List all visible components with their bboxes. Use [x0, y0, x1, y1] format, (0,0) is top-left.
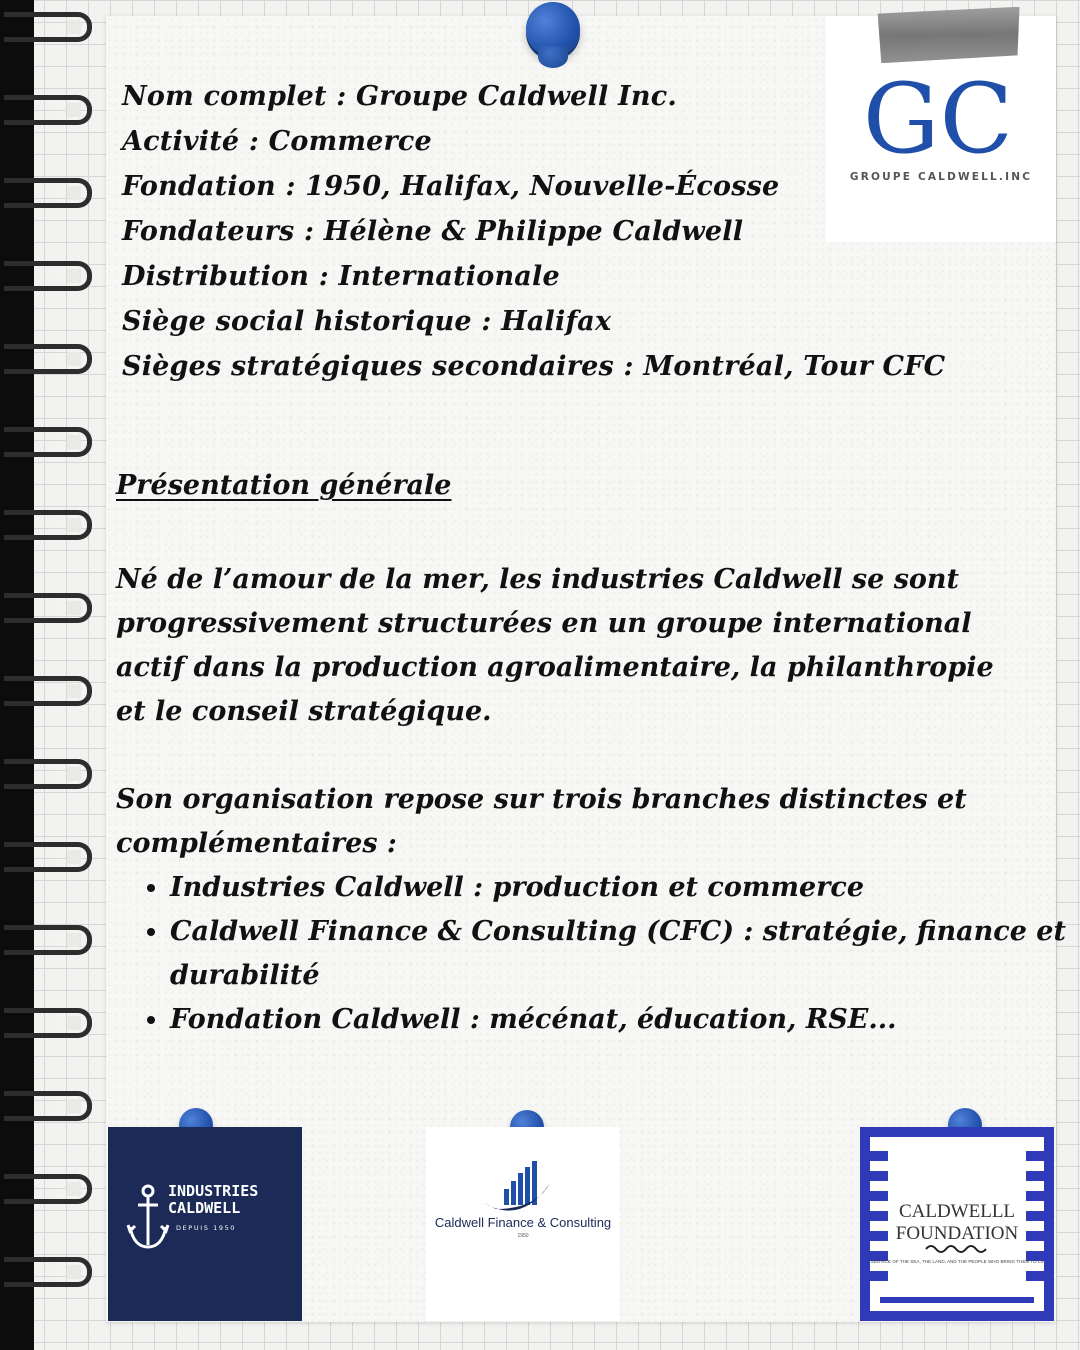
cfc-logo: [426, 1127, 620, 1321]
spiral-ring: [4, 759, 92, 789]
cfc-year: 1950: [517, 1233, 529, 1239]
logo-caption: GROUPE CALDWELL.INC: [849, 171, 1033, 183]
foundation-line2: FOUNDATION: [895, 1223, 1019, 1244]
foundation-line1: CALDWELLL: [898, 1201, 1016, 1222]
foundation-tagline: IN SERVICE OF THE SEA, THE LAND, AND THE PEOPLE WHO BRING THEM TO LIFE.: [870, 1259, 1044, 1264]
spiral-ring: [4, 95, 92, 125]
foundation-logo: [870, 1137, 1044, 1311]
spiral-ring: [4, 1257, 92, 1287]
branch-item: • Fondation Caldwell : mécénat, éducation, RSE...: [170, 998, 1070, 1042]
spiral-ring: [4, 1008, 92, 1038]
info-secondary-hq: Sièges stratégiques secondaires : Montréal, Tour CFC: [122, 351, 946, 382]
spiral-ring: [4, 427, 92, 457]
spiral-ring: [4, 925, 92, 955]
spiral-ring: [4, 510, 92, 540]
company-info-list: [122, 74, 1002, 389]
wave-icon: [926, 1246, 986, 1252]
info-distribution: Distribution : Internationale: [122, 261, 560, 292]
industries-since: DEPUIS 1950: [176, 1224, 237, 1232]
branches-list: [140, 866, 1070, 1042]
industries-line1: INDUSTRIES: [168, 1182, 259, 1200]
spiral-ring: [4, 12, 92, 42]
info-founders: Fondateurs : Hélène & Philippe Caldwell: [122, 216, 744, 247]
spiral-ring: [4, 842, 92, 872]
logo-monogram: GC: [862, 63, 1014, 175]
info-full-name: Nom complet : Groupe Caldwell Inc.: [122, 81, 677, 112]
top-pin-icon: [526, 2, 580, 56]
presentation-paragraph: Né de l’amour de la mer, les industries Caldwell se sont progressivement structurées en un groupe international actif dans la production agroalimentaire, la philanthropie et le conseil stratégique.: [116, 564, 994, 727]
info-activity: Activité : Commerce: [122, 126, 432, 157]
info-headquarters: Siège social historique : Halifax: [122, 306, 612, 337]
bar-growth-icon: [504, 1161, 537, 1205]
industries-line2: CALDWELL: [168, 1199, 241, 1217]
cfc-card: [426, 1127, 620, 1321]
industries-logo: [108, 1127, 302, 1321]
info-founding: Fondation : 1950, Halifax, Nouvelle-Écosse: [122, 171, 780, 202]
spiral-ring: [4, 261, 92, 291]
industries-caldwell-card: [108, 1127, 302, 1321]
spiral-ring: [4, 676, 92, 706]
duct-tape: [878, 7, 1021, 63]
spiral-ring: [4, 344, 92, 374]
swoosh-icon: [484, 1183, 550, 1211]
spiral-ring: [4, 593, 92, 623]
branch-item: • Caldwell Finance & Consulting (CFC) : stratégie, finance et durabilité: [170, 910, 1070, 998]
section-title: Présentation générale: [116, 470, 452, 501]
branch-item: • Industries Caldwell : production et commerce: [170, 866, 1070, 910]
cfc-name: Caldwell Finance & Consulting: [434, 1215, 612, 1230]
anchor-icon: [128, 1186, 168, 1247]
spiral-ring: [4, 178, 92, 208]
spiral-ring: [4, 1174, 92, 1204]
caldwell-foundation-card: [860, 1127, 1054, 1321]
spiral-ring: [4, 1091, 92, 1121]
organisation-paragraph: Son organisation repose sur trois branches distinctes et complémentaires :: [116, 784, 967, 859]
